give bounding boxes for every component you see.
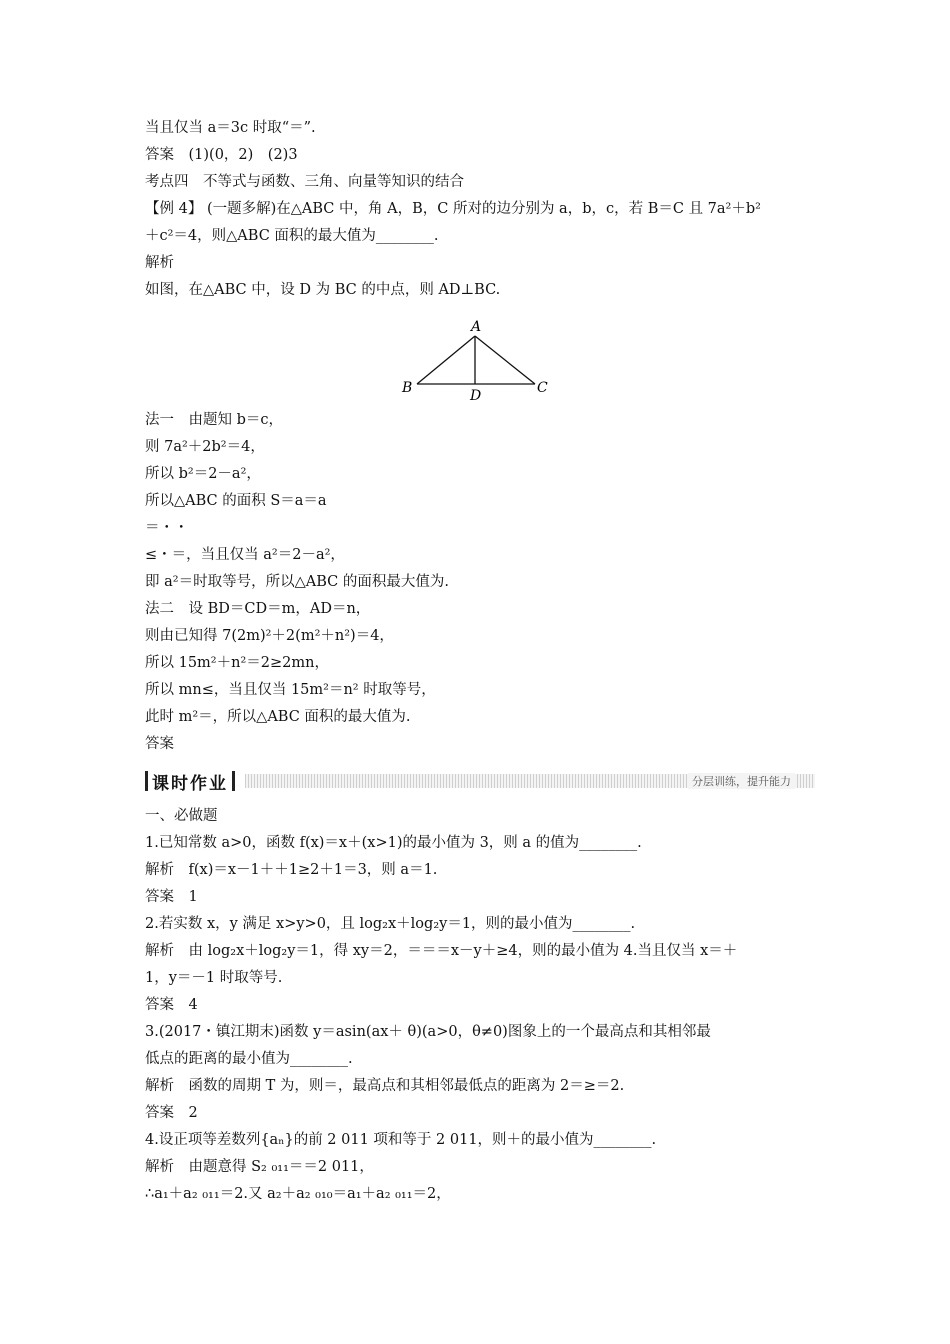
text-line: 所以 b²＝2－a²， — [145, 466, 261, 482]
text-line: 则由已知得 7(2m)²＋2(m²＋n²)＝4， — [145, 628, 394, 644]
question-line: 4.设正项等差数列{aₙ}的前 2 011 项和等于 2 011，则＋的最小值为________. — [145, 1132, 657, 1148]
section-heading: 考点四 不等式与函数、三角、向量等知识的结合 — [145, 174, 464, 190]
banner-title: 课时作业 — [152, 773, 228, 794]
answer-line: 答案 — [145, 736, 174, 752]
text-line: 则 7a²＋2b²＝4， — [145, 439, 265, 455]
label-b: B — [402, 380, 413, 396]
homework-banner — [145, 770, 815, 792]
text-line: 如图，在△ABC 中，设 D 为 BC 的中点，则 AD⊥BC. — [145, 282, 501, 298]
analysis-line: 解析 由题意得 S₂ ₀₁₁＝＝2 011， — [145, 1159, 374, 1175]
analysis-line: 解析 由 log₂x＋log₂y＝1，得 xy＝2，＝＝＝x－y＋≥4，则的最小值为 4.当且仅当 x＝＋ — [145, 943, 738, 959]
analysis-label: 解析 — [145, 255, 174, 271]
triangle-figure — [395, 318, 555, 403]
question-line: 3.(2017・镇江期末)函数 y＝asin(ax＋ θ)(a>0，θ≠0)图象上的一个最高点和其相邻最 — [145, 1024, 711, 1040]
side-ab — [417, 336, 475, 384]
question-line: 2.若实数 x，y 满足 x>y>0，且 log₂x＋log₂y＝1，则的最小值为________. — [145, 916, 636, 932]
banner-bar — [232, 771, 235, 791]
text-line: 所以 15m²＋n²＝2≥2mn， — [145, 655, 329, 671]
question-line: 低点的距离的最小值为________. — [145, 1051, 353, 1067]
text-line: 法一 由题知 b＝c， — [145, 412, 284, 428]
answer-line: 答案 (1)(0，2) (2)3 — [145, 147, 298, 163]
text-line: 所以△ABC 的面积 S＝a＝a — [145, 493, 327, 509]
question-line: 1.已知常数 a>0，函数 f(x)＝x＋(x>1)的最小值为 3，则 a 的值为________. — [145, 835, 642, 851]
text-line: 所以 mn≤，当且仅当 15m²＝n² 时取等号， — [145, 682, 436, 698]
analysis-line: ∴a₁＋a₂ ₀₁₁＝2.又 a₂＋a₂ ₀₁₀＝a₁＋a₂ ₀₁₁＝2， — [145, 1186, 451, 1202]
text-line: ＝・・ — [145, 520, 189, 536]
analysis-line: 解析 f(x)＝x－1＋＋1≥2＋1＝3，则 a＝1. — [145, 862, 438, 878]
label-d: D — [470, 388, 482, 403]
analysis-line: 1，y＝－1 时取等号. — [145, 970, 283, 986]
text-line: 即 a²＝时取等号，所以△ABC 的面积最大值为. — [145, 574, 449, 590]
example-line: ＋c²＝4，则△ABC 面积的最大值为________. — [145, 228, 439, 244]
banner-subtitle: 分层训练，提升能力 — [688, 773, 795, 789]
side-ac — [475, 336, 535, 384]
answer-line: 答案 2 — [145, 1105, 198, 1121]
section-heading: 一、必做题 — [145, 808, 218, 824]
example-line: 【例 4】 (一题多解)在△ABC 中，角 A，B，C 所对的边分别为 a，b，c，若 B＝C 且 7a²＋b² — [145, 201, 761, 217]
label-c: C — [537, 380, 548, 396]
analysis-line: 解析 函数的周期 T 为，则＝，最高点和其相邻最低点的距离为 2＝≥＝2. — [145, 1078, 625, 1094]
banner-title-box — [145, 770, 235, 792]
text-line: 法二 设 BD＝CD＝m，AD＝n， — [145, 601, 371, 617]
text-line: 此时 m²＝，所以△ABC 面积的最大值为. — [145, 709, 411, 725]
answer-line: 答案 4 — [145, 997, 198, 1013]
label-a: A — [471, 319, 482, 335]
text-line: 当且仅当 a＝3c 时取“＝”. — [145, 120, 316, 136]
text-line: ≤・＝，当且仅当 a²＝2－a²， — [145, 547, 345, 563]
answer-line: 答案 1 — [145, 889, 198, 905]
